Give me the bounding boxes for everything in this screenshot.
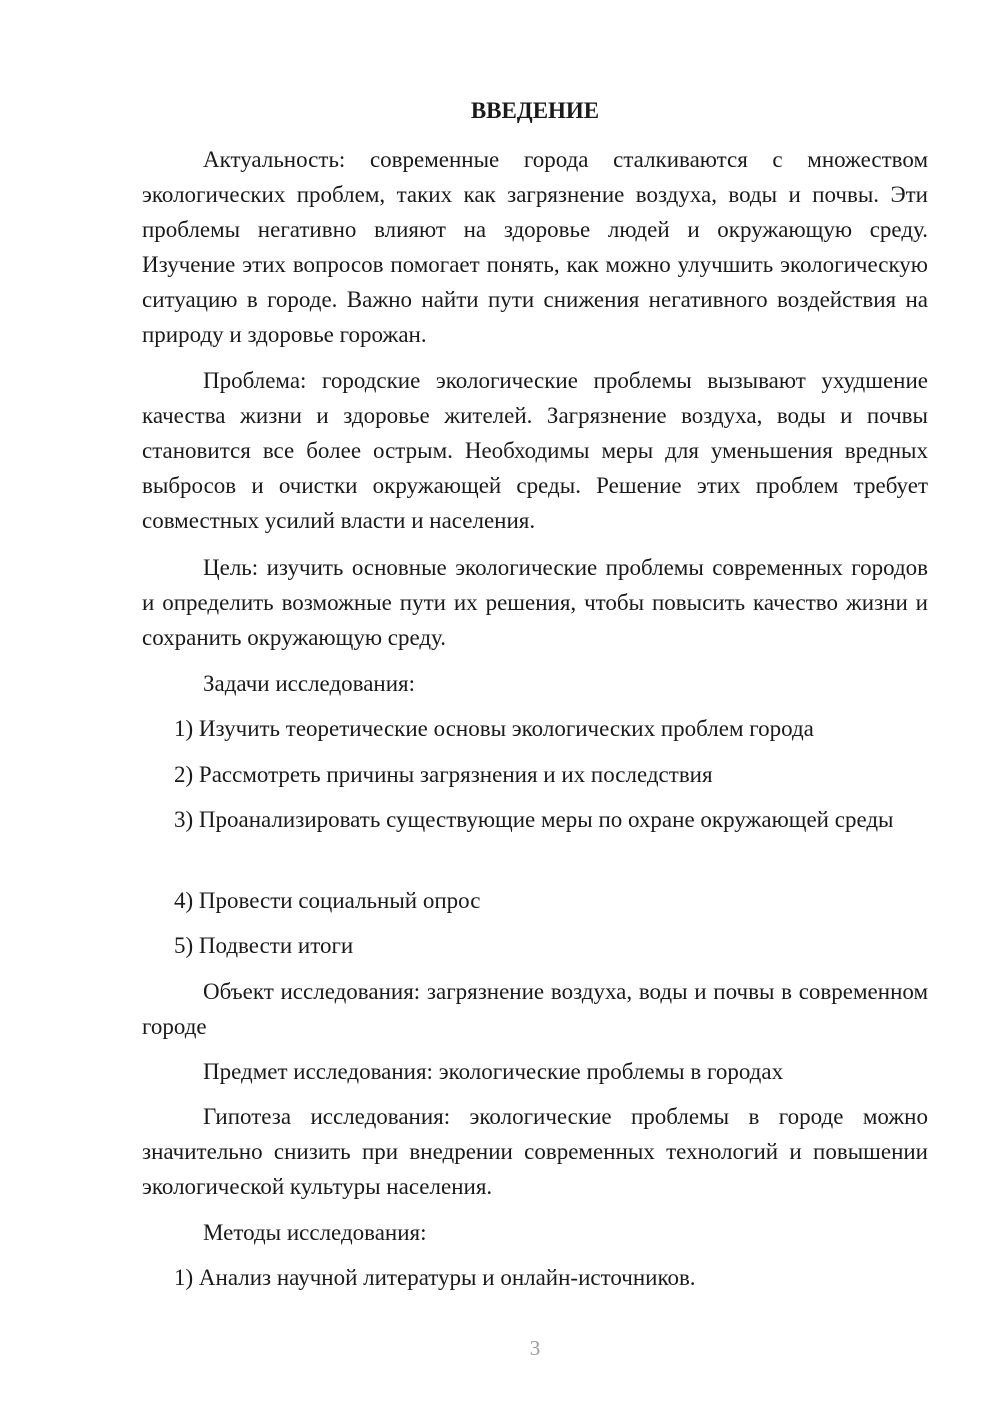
object-paragraph: Объект исследования: загрязнение воздуха, воды и почвы в современном городе <box>142 979 928 1039</box>
document-page <box>142 0 928 1414</box>
task-item-5: 5) Подвести итоги <box>174 933 354 958</box>
task-item-3: 3) Проанализировать существующие меры по охране окружающей среды <box>174 807 894 832</box>
task-item-4: 4) Провести социальный опрос <box>174 888 481 913</box>
hypothesis-paragraph: Гипотеза исследования: экологические проблемы в городе можно значительно снизить при внедрении современных технологий и повышении экологической культуры населения. <box>142 1104 928 1199</box>
subject-paragraph: Предмет исследования: экологические проблемы в городах <box>203 1059 784 1084</box>
methods-title: Методы исследования: <box>203 1220 427 1245</box>
page-number: 3 <box>529 1336 541 1360</box>
tasks-title: Задачи исследования: <box>203 671 416 696</box>
method-item-1: 1) Анализ научной литературы и онлайн-источников. <box>174 1265 696 1290</box>
task-item-1: 1) Изучить теоретические основы экологических проблем города <box>174 716 814 741</box>
goal-paragraph: Цель: изучить основные экологические проблемы современных городов и определить возможные пути их решения, чтобы повысить качество жизни и сохранить окружающую среду. <box>142 555 928 650</box>
page-title: ВВЕДЕНИЕ <box>470 98 600 123</box>
relevance-paragraph: Актуальность: современные города сталкиваются с множеством экологических проблем, таких как загрязнение воздуха, воды и почвы. Эти проблемы негативно влияют на здоровье людей и окружающую среду. Изучение этих вопросов помогает понять, как можно улучшить экологическую ситуацию в городе. Важно найти пути снижения негативного воздействия на природу и здоровье горожан. <box>142 147 928 347</box>
task-item-2: 2) Рассмотреть причины загрязнения и их последствия <box>174 762 713 787</box>
problem-paragraph: Проблема: городские экологические проблемы вызывают ухудшение качества жизни и здоровье жителей. Загрязнение воздуха, воды и почвы становится все более острым. Необходимы меры для уменьшения вредных выбросов и очистки окружающей среды. Решение этих проблем требует совместных усилий власти и населения. <box>142 368 928 533</box>
